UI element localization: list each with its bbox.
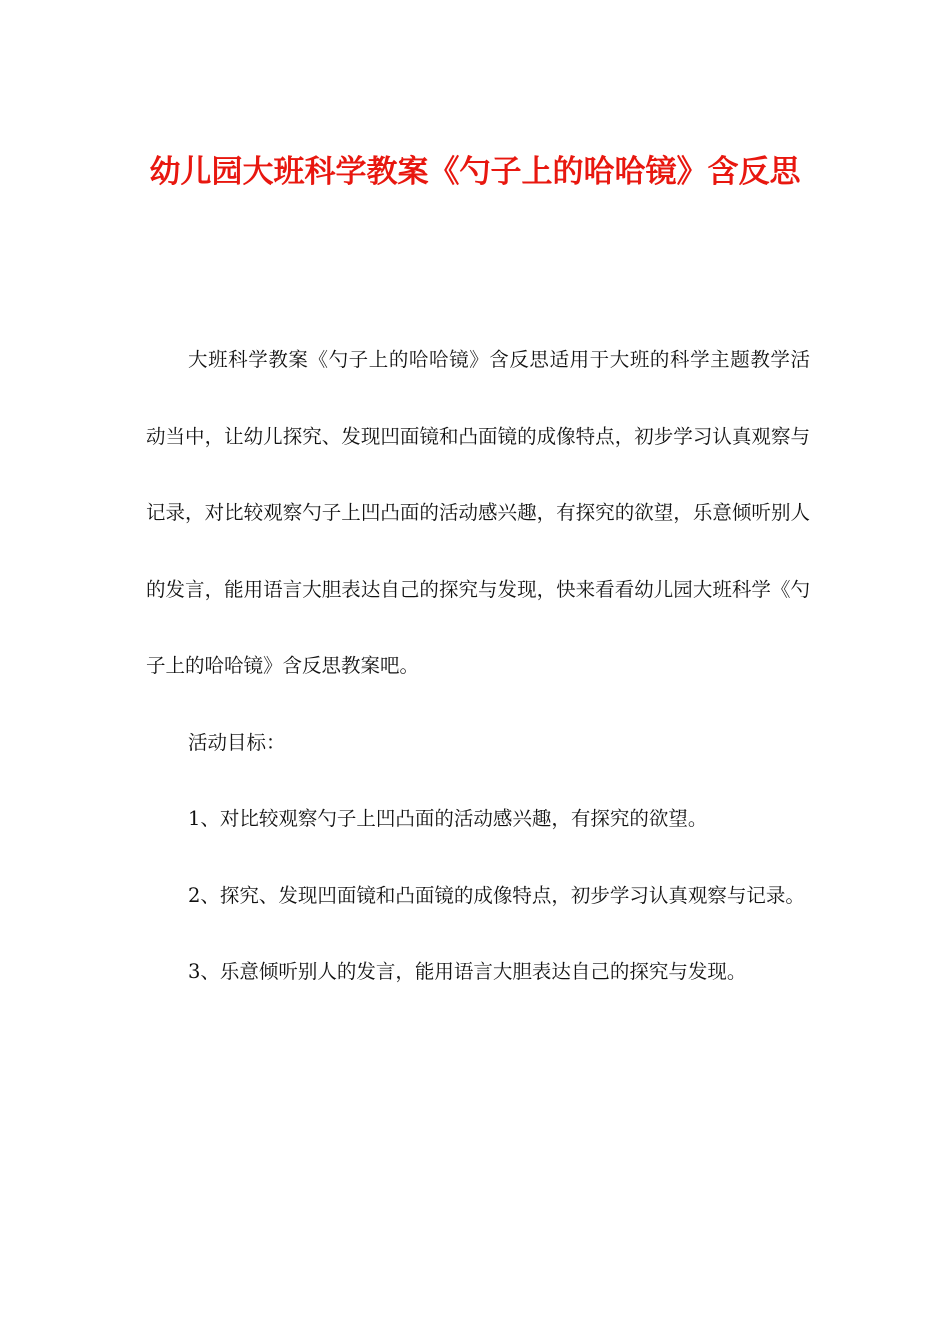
document-title: 幼儿园大班科学教案《勺子上的哈哈镜》含反思	[149, 154, 801, 190]
goal-item-1: 1、对比较观察勺子上凹凸面的活动感兴趣，有探究的欲望。	[188, 807, 708, 830]
document-body	[146, 322, 810, 1011]
goal-item-3: 3、乐意倾听别人的发言，能用语言大胆表达自己的探究与发现。	[188, 960, 747, 983]
goal-item-2: 2、探究、发现凹面镜和凸面镜的成像特点，初步学习认真观察与记录。	[188, 883, 805, 907]
goals-heading: 活动目标：	[188, 730, 286, 754]
intro-paragraph: 大班科学教案《勺子上的哈哈镜》含反思适用于大班的科学主题教学活动当中，让幼儿探究、发现凹面镜和凸面镜的成像特点，初步学习认真观察与记录，对比较观察勺子上凹凸面的活动感兴趣，有探究的欲望，乐意倾听别人的发言，能用语言大胆表达自己的探究与发现，快来看看幼儿园大班科学《勺子上的哈哈镜》含反思教案吧。	[146, 348, 810, 677]
